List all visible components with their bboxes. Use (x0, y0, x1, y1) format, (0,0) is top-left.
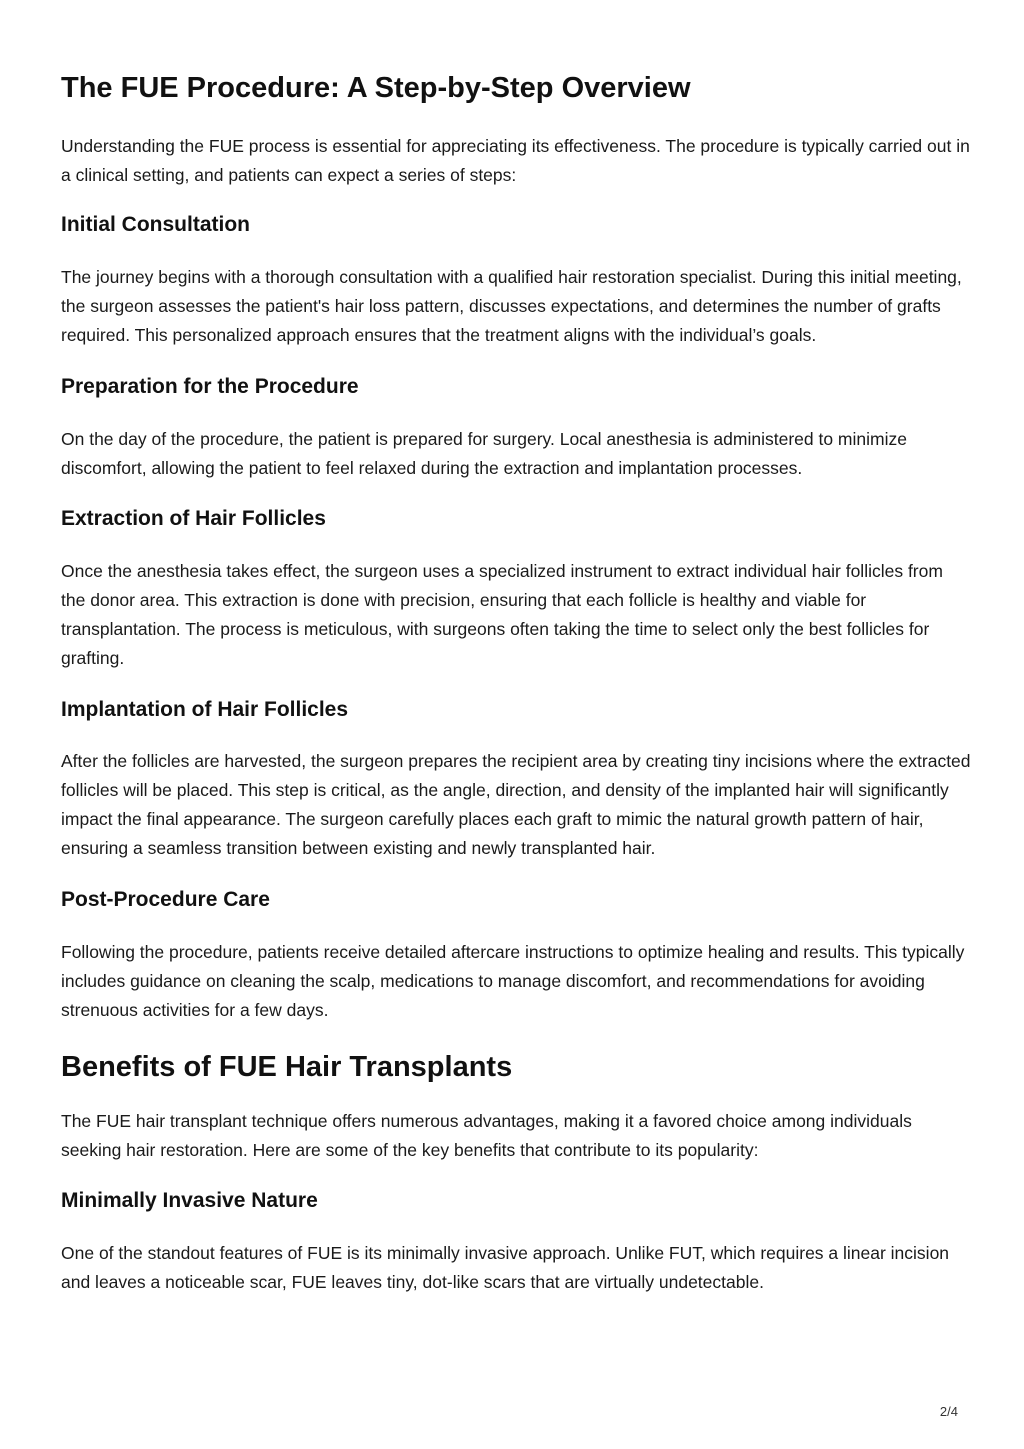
paragraph-implantation: After the follicles are harvested, the surgeon prepares the recipient area by creating tiny incisions where the extracted follicles will be placed. This step is critical, as the angle, direction, and density of the implanted hair will significantly impact the final appearance. The surgeon carefully places each graft to mimic the natural growth pattern of hair, ensuring a seamless transition between existing and newly transplanted hair. (61, 751, 971, 858)
heading-extraction: Extraction of Hair Follicles (61, 507, 326, 530)
paragraph-extraction: Once the anesthesia takes effect, the surgeon uses a specialized instrument to extract individual hair follicles from the donor area. This extraction is done with precision, ensuring that each follicle is healthy and viable for transplantation. The process is meticulous, with surgeons often taking the time to select only the best follicles for grafting. (61, 561, 943, 668)
paragraph-preparation: On the day of the procedure, the patient is prepared for surgery. Local anesthesia is administered to minimize discomfort, allowing the patient to feel relaxed during the extraction and implantation processes. (61, 429, 907, 478)
heading-initial-consultation: Initial Consultation (61, 213, 250, 236)
document-page (61, 0, 971, 1297)
heading-preparation: Preparation for the Procedure (61, 375, 359, 398)
section-intro-fue-procedure: Understanding the FUE process is essential for appreciating its effectiveness. The procedure is typically carried out in a clinical setting, and patients can expect a series of steps: (61, 136, 970, 185)
section-title-fue-procedure: The FUE Procedure: A Step-by-Step Overview (61, 72, 691, 104)
paragraph-post-procedure-care: Following the procedure, patients receive detailed aftercare instructions to optimize healing and results. This typically includes guidance on cleaning the scalp, medications to manage discomfort, and recommendations for avoiding strenuous activities for a few days. (61, 942, 965, 1020)
heading-post-procedure-care: Post-Procedure Care (61, 888, 270, 911)
heading-implantation: Implantation of Hair Follicles (61, 698, 349, 721)
section-title-benefits: Benefits of FUE Hair Transplants (61, 1051, 513, 1083)
heading-minimally-invasive: Minimally Invasive Nature (61, 1189, 318, 1212)
section-intro-benefits: The FUE hair transplant technique offers numerous advantages, making it a favored choice among individuals seeking hair restoration. Here are some of the key benefits that contribute to its popularity: (61, 1111, 912, 1160)
page-number: 2/4 (939, 1404, 958, 1419)
paragraph-initial-consultation: The journey begins with a thorough consultation with a qualified hair restoration specialist. During this initial meeting, the surgeon assesses the patient's hair loss pattern, discusses expectations, and determines the number of grafts required. This personalized approach ensures that the treatment aligns with the individual’s goals. (61, 267, 962, 345)
paragraph-minimally-invasive: One of the standout features of FUE is its minimally invasive approach. Unlike FUT, which requires a linear incision and leaves a noticeable scar, FUE leaves tiny, dot-like scars that are virtually undetectable. (61, 1243, 950, 1292)
